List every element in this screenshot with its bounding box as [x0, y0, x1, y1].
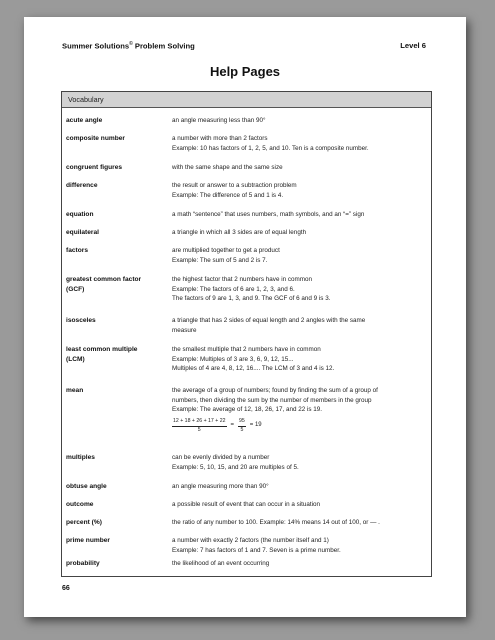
def-line: a math “sentence” that uses numbers, math symbols, and an “=” sign	[172, 211, 365, 218]
term-line: composite number	[66, 135, 125, 142]
def-line: a possible result of event that can occur in a situation	[172, 501, 321, 508]
def-line: Multiples of 4 are 4, 8, 12, 16.... The LCM of 3 and 4 is 12.	[172, 365, 335, 373]
def-line: Example: The factors of 6 are 1, 2, 3, and 6.	[172, 285, 295, 293]
definition	[172, 181, 427, 200]
definition	[172, 116, 427, 126]
term-line: least common multiple	[66, 346, 138, 353]
mean-formula	[172, 418, 266, 434]
def-line: the result or answer to a subtraction problem	[172, 182, 297, 189]
term	[66, 134, 166, 144]
definition	[172, 536, 427, 555]
def-line: Example: 7 has factors of 1 and 7. Seven is a prime number.	[172, 546, 341, 554]
term	[66, 275, 166, 294]
vocabulary-box	[61, 91, 432, 577]
term-line: greatest common factor	[66, 276, 142, 283]
def-line: an angle measuring less than 90°	[172, 117, 266, 124]
level-label: Level 6	[400, 41, 426, 50]
numerator: 95	[238, 418, 246, 427]
term	[66, 316, 166, 326]
term-line: mean	[66, 387, 84, 394]
term	[66, 482, 166, 492]
term	[66, 559, 166, 569]
def-line: can be evenly divided by a number	[172, 454, 270, 461]
def-line: numbers, then dividing the sum by the number of members in the group	[172, 396, 372, 404]
def-line: a number with more than 2 factors	[172, 135, 268, 142]
book-subtitle: Problem Solving	[132, 41, 195, 51]
definition	[172, 500, 427, 510]
page-title: Help Pages	[209, 64, 281, 79]
definition	[172, 134, 427, 153]
def-line: Example: The sum of 5 and 2 is 7.	[172, 256, 268, 264]
definition	[172, 559, 427, 569]
def-line: with the same shape and the same size	[172, 164, 283, 171]
definition	[172, 246, 427, 265]
term	[66, 116, 166, 126]
term-line: factors	[66, 247, 88, 254]
def-line: the ratio of any number to 100. Example: 14% means 14 out of 100, or — .	[172, 519, 380, 526]
term-line: equation	[66, 211, 94, 218]
definition	[172, 228, 427, 238]
definition	[172, 163, 427, 173]
definition	[172, 345, 427, 374]
term-line: (LCM)	[66, 355, 85, 363]
term-line: equilateral	[66, 229, 99, 236]
def-line: a triangle in which all 3 sides are of equal length	[172, 229, 307, 236]
worksheet-page	[24, 17, 466, 617]
def-line: Example: 5, 10, 15, and 20 are multiples of 5.	[172, 463, 299, 471]
equals-sign: =	[230, 422, 235, 429]
fraction-result	[238, 418, 246, 434]
definition	[172, 518, 427, 528]
term-line: percent (%)	[66, 519, 102, 526]
book-title	[62, 41, 195, 51]
term-line: isosceles	[66, 317, 96, 324]
fraction-sum	[172, 418, 227, 434]
term	[66, 518, 166, 528]
term	[66, 386, 166, 396]
term	[66, 181, 166, 191]
numerator: 12 + 18 + 26 + 17 + 22	[172, 418, 227, 427]
term	[66, 536, 166, 546]
def-line: measure	[172, 326, 197, 334]
def-line: Example: The average of 12, 18, 26, 17, and 22 is 19.	[172, 406, 323, 414]
def-line: the smallest multiple that 2 numbers have in common	[172, 346, 321, 353]
definition	[172, 275, 427, 304]
def-line: an angle measuring more than 90°	[172, 483, 269, 490]
term-line: difference	[66, 182, 98, 189]
def-line: a triangle that has 2 sides of equal length and 2 angles with the same	[172, 317, 366, 324]
definition	[172, 386, 427, 415]
term	[66, 453, 166, 463]
term	[66, 210, 166, 220]
definition	[172, 210, 427, 220]
copyright-mark: ©	[129, 41, 133, 47]
def-line: a number with exactly 2 factors (the number itself and 1)	[172, 537, 329, 544]
definition	[172, 453, 427, 472]
def-line: the highest factor that 2 numbers have in common	[172, 276, 313, 283]
def-line: the average of a group of numbers; found by finding the sum of a group of	[172, 387, 378, 394]
term-line: obtuse angle	[66, 483, 107, 490]
term-line: congruent figures	[66, 164, 123, 171]
term-line: acute angle	[66, 117, 103, 124]
term	[66, 246, 166, 256]
def-line: Example: 10 has factors of 1, 2, 5, and 10. Ten is a composite number.	[172, 144, 369, 152]
def-line: Example: Multiples of 3 are 3, 6, 9, 12, 15...	[172, 355, 294, 363]
definition	[172, 482, 427, 492]
denominator: 5	[197, 427, 201, 433]
vocabulary-header: Vocabulary	[62, 92, 431, 108]
def-line: the likelihood of an event occurring	[172, 560, 270, 567]
definition	[172, 316, 427, 335]
term-line: outcome	[66, 501, 94, 508]
book-title-text: Summer Solutions	[62, 41, 130, 51]
def-line: The factors of 9 are 1, 3, and 9. The GCF of 6 and 9 is 3.	[172, 295, 331, 303]
term	[66, 500, 166, 510]
term-line: prime number	[66, 537, 110, 544]
term	[66, 163, 166, 173]
term	[66, 345, 166, 364]
term-line: probability	[66, 560, 100, 567]
term-line: multiples	[66, 454, 95, 461]
term-line: (GCF)	[66, 285, 85, 293]
denominator: 5	[240, 427, 244, 433]
term	[66, 228, 166, 238]
def-line: are multiplied together to get a product	[172, 247, 280, 254]
result: = 19	[249, 422, 262, 429]
def-line: Example: The difference of 5 and 1 is 4.	[172, 191, 284, 199]
page-number: 66	[62, 585, 70, 592]
